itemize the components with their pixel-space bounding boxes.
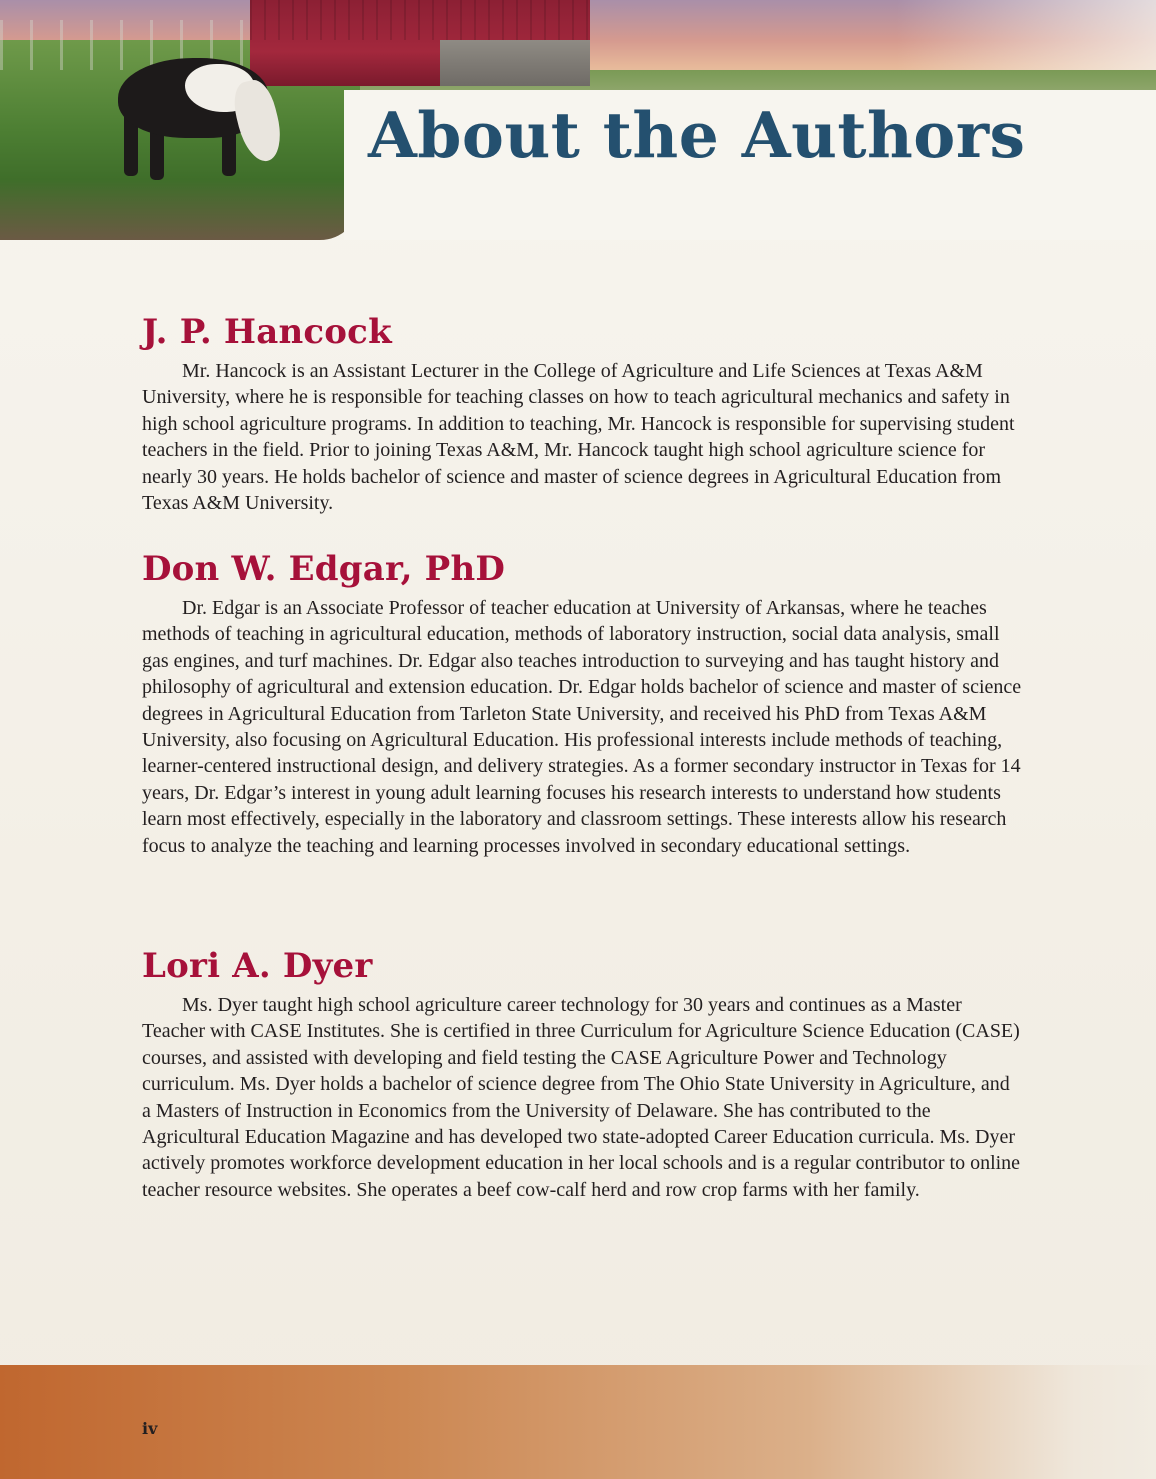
page-number: iv (142, 1419, 158, 1438)
author-name: Lori A. Dyer (142, 946, 373, 986)
author-section-edgar (142, 549, 1022, 859)
author-section-hancock (142, 312, 1022, 516)
page-title: About the Authors (368, 98, 1026, 172)
author-name: Don W. Edgar, PhD (142, 549, 506, 589)
barn-siding (250, 0, 590, 40)
author-section-dyer (142, 946, 1022, 1203)
author-name: J. P. Hancock (142, 312, 392, 352)
author-bio: Ms. Dyer taught high school agriculture career technology for 30 years and continues as a Master Teacher with CASE Institutes. She is certified in three Curriculum for Agriculture Science Education (CASE) courses, and assisted with developing and field testing the CASE Agriculture Power and Technology curriculum. Ms. Dyer holds a bachelor of science degree from The Ohio State University in Agriculture, and a Masters of Instruction in Economics from the University of Delaware. She has contributed to the Agricultural Education Magazine and has developed two state-adopted Career Education curricula. Ms. Dyer actively promotes workforce development education in her local schools and is a regular contributor to online teacher resource websites. She operates a beef cow-calf herd and row crop farms with her family. (142, 994, 1021, 1201)
author-bio: Mr. Hancock is an Assistant Lecturer in the College of Agriculture and Life Sciences at Texas A&M University, where he is responsible for teaching classes on how to teach agricultural mechanics and safety in high school agriculture programs. In addition to teaching, Mr. Hancock is responsible for supervising student teachers in the field. Prior to joining Texas A&M, Mr. Hancock taught high school agriculture science for nearly 30 years. He holds bachelor of science and master of science degrees in Agricultural Education from Texas A&M University. (142, 360, 1015, 515)
footer-bar (0, 1365, 1156, 1479)
barn-stone-foundation (440, 40, 590, 86)
author-bio: Dr. Edgar is an Associate Professor of teacher education at University of Arkansas, where he teaches methods of teaching in agricultural education, methods of laboratory instruction, social data analysis, small gas engines, and turf machines. Dr. Edgar also teaches introduction to surveying and has taught history and philosophy of agricultural and extension education. Dr. Edgar holds bachelor of science and master of science degrees in Agricultural Education from Tarleton State University, and received his PhD from Texas A&M University, also focusing on Agricultural Education. His professional interests include methods of teaching, learner-centered instructional design, and delivery strategies. As a former secondary instructor in Texas for 14 years, Dr. Edgar’s interest in young adult learning focuses his research interests to understand how students learn most effectively, especially in the laboratory and classroom settings. These interests allow his research focus to analyze the teaching and learning processes involved in secondary educational settings. (142, 597, 1022, 857)
